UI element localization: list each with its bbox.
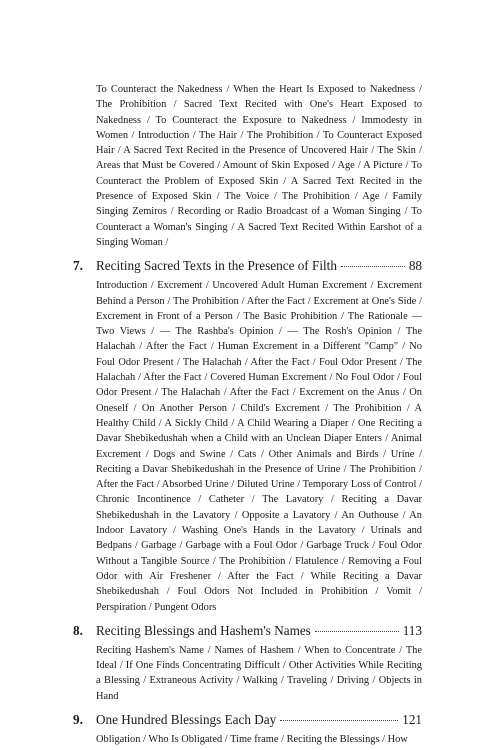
chapter-8-topics: Reciting Hashem's Name / Names of Hashem / When to Concentrate / The Ideal / If One Finds Concentrating Difficult / Other Activities While Reciting a Blessing / Extraneous Activity / Walking / Traveling / Driving / Objects in Hand [96,644,422,702]
chapter-8-heading[interactable] [73,622,422,639]
dot-leader [341,266,405,267]
chapter-8-entry [73,622,422,704]
chapter-7-heading[interactable] [73,257,422,274]
chapter-8-page-number: 113 [402,622,422,638]
chapter-9-heading[interactable] [73,711,422,728]
chapter-7-number: 7. [73,258,83,274]
chapter-9-title: One Hundred Blessings Each Day [96,711,277,727]
chapter-7-title: Reciting Sacred Texts in the Presence of Filth [96,258,337,274]
chapter-8-number: 8. [73,622,83,638]
table-of-contents-page [73,82,422,747]
chapter-9-topics: Obligation / Who Is Obligated / Time frame / Reciting the Blessings / How [96,733,408,745]
chapter-7-page-number: 88 [408,258,422,274]
chapter-8-title: Reciting Blessings and Hashem's Names [96,622,311,638]
chapter-9-entry [73,711,422,747]
chapter-9-number: 9. [73,711,83,727]
dot-leader [280,720,398,721]
chapter-9-page-number: 121 [402,711,422,727]
chapter-6-topics-continued: To Counteract the Nakedness / When the Heart Is Exposed to Nakedness / The Prohibition / Sacred Text Recited with One's Heart Exposed to Nakedness / To Counteract the Exposure to Nakedness / Immodesty in Women / Introduction / The Hair / The Prohibition / To Counteract Exposed Hair / A Sacred Text Recited in the Presence of Uncovered Hair / The Skin / Areas that Must be Covered / Amount of Skin Exposed / Age / A Picture / To Counteract the Problem of Exposed Skin / A Sacred Text Recited in the Presence of Exposed Skin / The Voice / The Prohibition / Age / Family Singing Zemiros / Recording or Radio Broadcast of a Woman Singing / To Counteract a Woman's Singing / A Sacred Text Recited Within Earshot of a Singing Woman / [96,84,422,248]
chapter-7-topics: Introduction / Excrement / Uncovered Adult Human Excrement / Excrement Behind a Person / The Prohibition / After the Fact / Excrement at One's Side / Excrement in Front of a Person / The Basic Prohibition / The Rationale — Two Views / — The Rashba's Opinion / — The Rosh's Opinion / The Halachah / After the Fact / Human Excrement in a Different "Camp" / No Foul Odor Present / The Halachah / After the Fact / Foul Odor Present / The Halachah / After the Fact / Covered Human Excrement / No Foul Odor / Foul Odor Present / The Halachah / After the Fact / Excrement on the Anus / On Oneself / On Another Person / Child's Excrement / The Prohibition / A Healthy Child / A Sickly Child / A Child Wearing a Diaper / One Reciting a Davar Shebikedushah when a Child with an Unclean Diaper Enters / Animal Excrement / Dogs and Swine / Cats / Other Animals and Birds / Urine / Reciting a Davar Shebikedushah in the Presence of Urine / The Prohibition / After the Fact / Absorbed Urine / Diluted Urine / Temporary Loss of Control / Chronic Incontinence / Catheter / The Lavatory / Reciting a Davar Shebikedushah in the Lavatory / Opposite a Lavatory / An Outhouse / An Indoor Lavatory / Washing One's Hands in the Lavatory / Urinals and Bedpans / Garbage / Garbage with a Foul Odor / Garbage Truck / Foul Odor Without a Tangible Source / The Prohibition / Flatulence / Removing a Foul Odor with Air Freshener / After the Fact / While Reciting a Davar Shebikedushah / Foul Odors Not Included in Prohibition / Vomit / Perspiration / Pungent Odors [96,280,422,613]
chapter-7-entry [73,257,422,615]
dot-leader [315,631,399,632]
